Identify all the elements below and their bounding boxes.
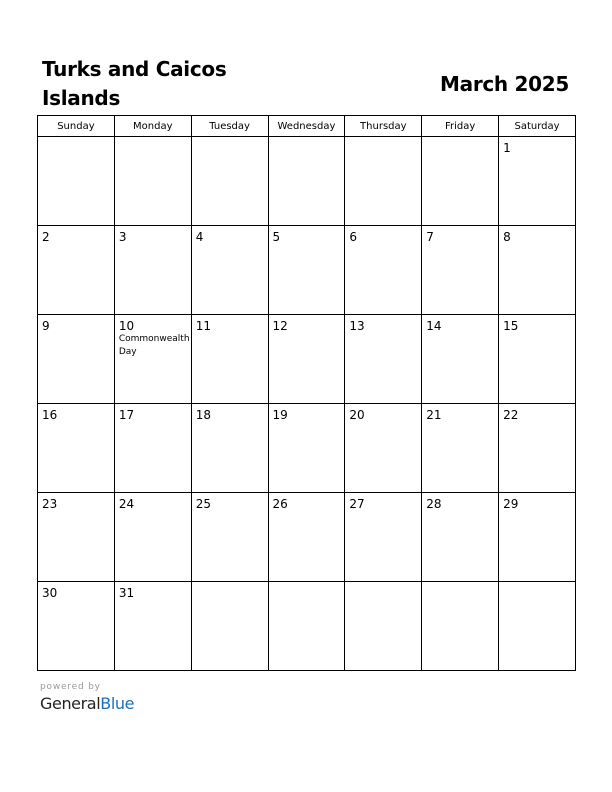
day-number (269, 582, 345, 586)
day-cell (499, 493, 576, 582)
day-number: 8 (503, 230, 511, 244)
week-row-2 (38, 226, 576, 315)
day-cell (499, 315, 576, 404)
day-number: 7 (426, 230, 434, 244)
day-cell (191, 315, 268, 404)
day-number: 18 (195, 408, 211, 422)
footer-branding (40, 682, 134, 714)
day-number: 4 (195, 230, 204, 244)
day-cell (268, 315, 345, 404)
day-number: 11 (195, 319, 211, 333)
day-number (192, 582, 268, 586)
day-number: 10 (118, 319, 135, 333)
day-number (345, 137, 421, 141)
day-cell (191, 404, 268, 493)
day-number (499, 582, 575, 586)
day-cell (499, 582, 576, 671)
generalblue-logo[interactable] (40, 694, 134, 714)
day-number: 22 (503, 408, 519, 422)
month-title: March 2025 (440, 72, 569, 96)
day-cell (499, 137, 576, 226)
day-number: 20 (349, 408, 365, 422)
day-cell (268, 582, 345, 671)
day-cell (114, 137, 191, 226)
day-cell (345, 137, 422, 226)
day-number: 12 (272, 319, 288, 333)
weekday-wednesday: Wednesday (268, 116, 345, 137)
day-number (422, 582, 498, 586)
day-number: 26 (272, 497, 288, 511)
day-number: 28 (426, 497, 442, 511)
day-number: 13 (349, 319, 365, 333)
weekday-header-row (38, 116, 576, 137)
day-number: 19 (272, 408, 288, 422)
weekday-tuesday: Tuesday (191, 116, 268, 137)
day-cell (38, 315, 115, 404)
day-number: 14 (426, 319, 442, 333)
day-cell (345, 493, 422, 582)
day-cell (499, 226, 576, 315)
country-title: Turks and Caicos Islands (42, 57, 227, 110)
day-cell (422, 404, 499, 493)
day-cell (345, 226, 422, 315)
day-cell (422, 315, 499, 404)
day-cell (422, 226, 499, 315)
day-number: 21 (426, 408, 442, 422)
week-row-3 (38, 315, 576, 404)
day-cell (191, 226, 268, 315)
day-cell (499, 404, 576, 493)
day-number: 3 (118, 230, 127, 244)
day-cell (114, 226, 191, 315)
day-number: 16 (42, 408, 58, 422)
day-number: 5 (272, 230, 281, 244)
brand-general-text: General (40, 694, 101, 713)
day-cell (345, 404, 422, 493)
day-number: 24 (118, 497, 135, 511)
day-cell (191, 137, 268, 226)
day-number (115, 137, 191, 141)
weekday-friday: Friday (422, 116, 499, 137)
day-number (38, 137, 114, 141)
week-row-5 (38, 493, 576, 582)
day-cell (268, 493, 345, 582)
day-cell (191, 582, 268, 671)
day-number: 6 (349, 230, 358, 244)
week-row-4 (38, 404, 576, 493)
week-row-1 (38, 137, 576, 226)
day-cell (38, 226, 115, 315)
day-cell (345, 315, 422, 404)
day-number: 15 (503, 319, 519, 333)
week-row-6 (38, 582, 576, 671)
weekday-sunday: Sunday (38, 116, 115, 137)
day-number (269, 137, 345, 141)
day-number (345, 582, 421, 586)
day-cell (422, 137, 499, 226)
weekday-thursday: Thursday (345, 116, 422, 137)
weekday-saturday: Saturday (499, 116, 576, 137)
day-number (192, 137, 268, 141)
day-number: 27 (349, 497, 365, 511)
day-number: 1 (503, 141, 511, 155)
day-cell (38, 582, 115, 671)
day-number: 29 (503, 497, 519, 511)
day-cell (38, 404, 115, 493)
day-number (422, 137, 498, 141)
day-cell (114, 493, 191, 582)
day-cell (114, 315, 191, 404)
day-cell (268, 226, 345, 315)
day-cell (422, 582, 499, 671)
day-number: 25 (195, 497, 211, 511)
day-number: 23 (42, 497, 58, 511)
weekday-monday: Monday (114, 116, 191, 137)
day-cell (268, 137, 345, 226)
day-number: 9 (42, 319, 50, 333)
powered-by-text: powered by (40, 682, 101, 692)
day-number: 17 (118, 408, 135, 422)
holiday-label: Commonwealth Day (118, 334, 190, 357)
day-number: 31 (118, 586, 135, 600)
day-cell (191, 493, 268, 582)
day-cell (422, 493, 499, 582)
day-cell (114, 404, 191, 493)
day-cell (345, 582, 422, 671)
day-cell (114, 582, 191, 671)
day-number: 30 (42, 586, 58, 600)
day-cell (268, 404, 345, 493)
brand-blue-text: Blue (100, 694, 135, 713)
day-cell (38, 493, 115, 582)
day-number: 2 (42, 230, 50, 244)
day-cell (38, 137, 115, 226)
calendar-grid (37, 115, 576, 671)
